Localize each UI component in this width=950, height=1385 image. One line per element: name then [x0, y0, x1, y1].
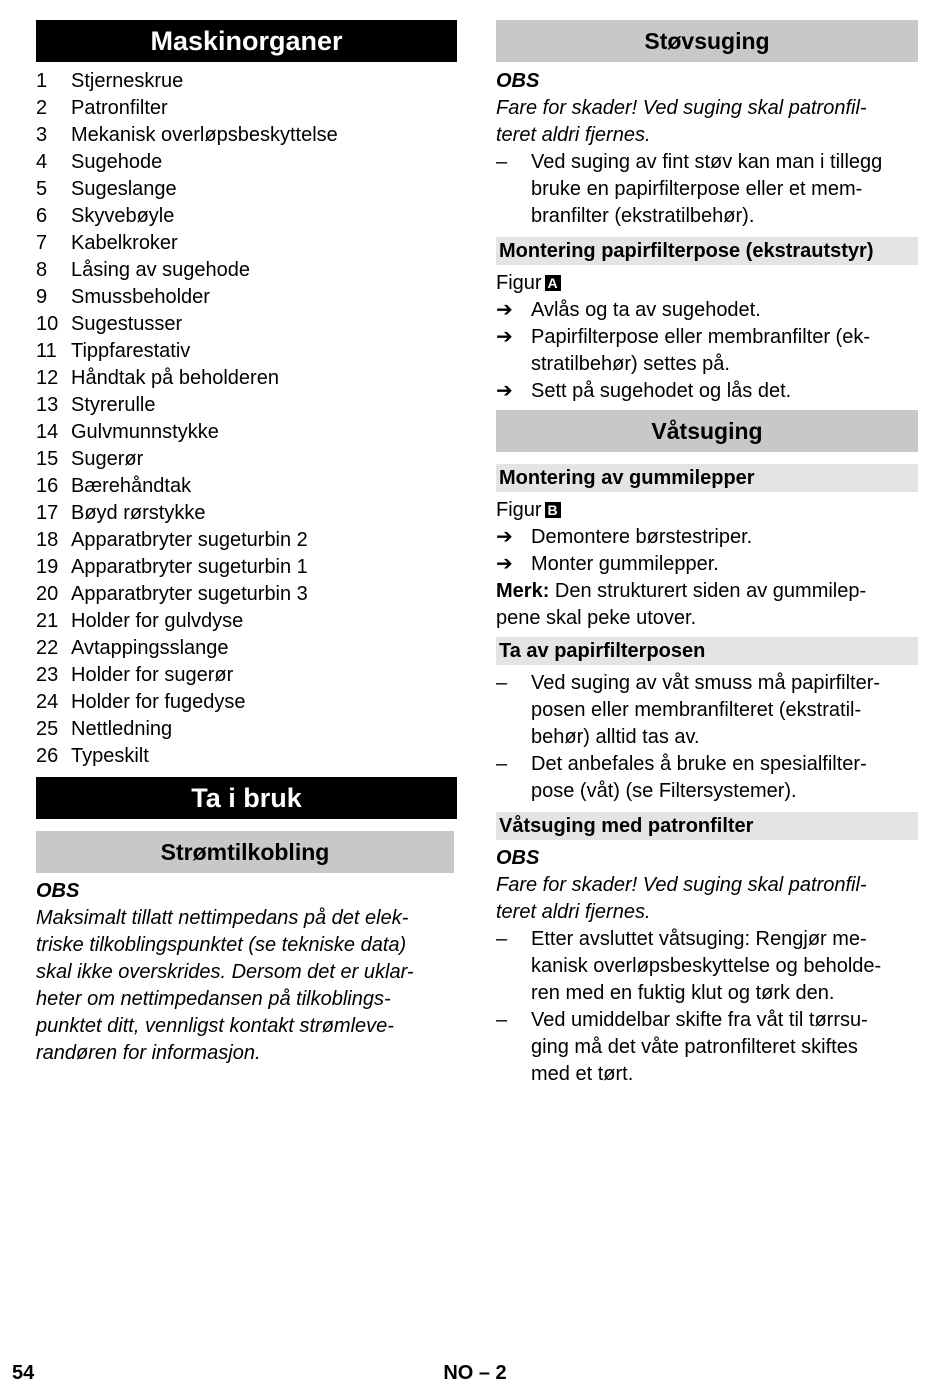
list-item: 7 Kabelkroker	[36, 232, 178, 254]
dash-item: – Ved umiddelbar skifte fra våt til tørrsu- ging må det våte patronfilteret skiftes med et tørt.	[496, 1007, 918, 1088]
dash-list-2	[496, 670, 918, 805]
page-code: NO – 2	[443, 1362, 507, 1384]
list-item: 9 Smussbeholder	[36, 286, 210, 308]
list-item: 1 Stjerneskrue	[36, 70, 184, 92]
figure-letter-b-icon: B	[545, 502, 561, 518]
subsection-title-stromtilkobling: Strømtilkobling	[36, 831, 454, 873]
list-item: 21 Holder for gulvdyse	[36, 610, 244, 632]
obs-text: Fare for skader! Ved suging skal patronfil- teret aldri fjernes.	[496, 97, 867, 146]
list-item: 14 Gulvmunnstykke	[36, 421, 219, 443]
instruction-item: ➔ Monter gummilepper.	[496, 551, 918, 578]
dash-marker: –	[496, 672, 508, 694]
list-item: 25 Nettledning	[36, 718, 173, 740]
list-item: 4 Sugehode	[36, 151, 163, 173]
list-item: 2 Patronfilter	[36, 97, 168, 119]
list-item: 17 Bøyd rørstykke	[36, 502, 206, 524]
figure-reference-a: Figur A	[496, 270, 918, 297]
subsection-title-montering-papirfilterpose: Montering papirfilterpose (ekstrautstyr)	[496, 237, 918, 265]
obs-label: OBS	[496, 70, 540, 92]
section-title-maskinorganer: Maskinorganer	[36, 20, 457, 62]
list-item: 13 Styrerulle	[36, 394, 156, 416]
arrow-right-icon: ➔	[496, 553, 513, 575]
obs-text: Fare for skader! Ved suging skal patronfil- teret aldri fjernes.	[496, 874, 867, 923]
dash-marker: –	[496, 1009, 508, 1031]
list-item: 19 Apparatbryter sugeturbin 1	[36, 556, 308, 578]
dash-item: – Etter avsluttet våtsuging: Rengjør me- kanisk overløpsbeskyttelse og beholde- ren med en fuktig klut og tørk den.	[496, 926, 918, 1007]
list-item: 26 Typeskilt	[36, 745, 149, 767]
dash-item: – Ved suging av våt smuss må papirfilter- posen eller membranfilteret (ekstratil- behør) alltid tas av.	[496, 670, 918, 751]
instruction-item: ➔ Papirfilterpose eller membranfilter (ek- stratilbehør) settes på.	[496, 324, 918, 378]
note-text-cont: pene skal peke utover.	[496, 607, 697, 629]
instruction-list-a	[496, 297, 918, 405]
subsection-title-vatsuging-patronfilter: Våtsuging med patronfilter	[496, 812, 918, 840]
left-column	[36, 20, 457, 1067]
list-item: 22 Avtappingsslange	[36, 637, 229, 659]
list-item: 10 Sugestusser	[36, 313, 183, 335]
section-title-ta-i-bruk: Ta i bruk	[36, 777, 457, 819]
list-item: 20 Apparatbryter sugeturbin 3	[36, 583, 308, 605]
note-text: Merk: Den strukturert siden av gummilep-	[496, 580, 867, 602]
right-column	[496, 20, 918, 1088]
dash-item: – Det anbefales å bruke en spesialfilter- pose (våt) (se Filtersystemer).	[496, 751, 918, 805]
list-item: 12 Håndtak på beholderen	[36, 367, 279, 389]
section-title-vatsuging: Våtsuging	[496, 410, 918, 452]
figure-reference-b: Figur B	[496, 497, 918, 524]
page-number: 54	[12, 1362, 35, 1384]
list-item: 6 Skyvebøyle	[36, 205, 175, 227]
instruction-item: ➔ Avlås og ta av sugehodet.	[496, 297, 918, 324]
list-item: 16 Bærehåndtak	[36, 475, 192, 497]
instruction-item: ➔ Demontere børstestriper.	[496, 524, 918, 551]
subsection-title-ta-av-papirfilterposen: Ta av papirfilterposen	[496, 637, 918, 665]
list-item: 18 Apparatbryter sugeturbin 2	[36, 529, 308, 551]
instruction-list-b	[496, 524, 918, 578]
list-item: 11 Tippfarestativ	[36, 340, 191, 362]
list-item: 24 Holder for fugedyse	[36, 691, 246, 713]
list-item: 3 Mekanisk overløpsbeskyttelse	[36, 124, 338, 146]
arrow-right-icon: ➔	[496, 380, 513, 402]
list-item: 15 Sugerør	[36, 448, 144, 470]
instruction-item: ➔ Sett på sugehodet og lås det.	[496, 378, 918, 405]
dash-marker: –	[496, 928, 508, 950]
dash-marker: –	[496, 753, 508, 775]
parts-list	[36, 68, 457, 770]
obs-text: Maksimalt tillatt nettimpedans på det elek- triske tilkoblingspunktet (se tekniske data) skal ikke overskrides. Dersom det er uklar- heter om nettimpedansen på tilkoblings- punktet ditt, vennligst kontakt strømleve- randøren for informasjon.	[36, 907, 414, 1064]
dash-list-3	[496, 926, 918, 1088]
dash-item: – Ved suging av fint støv kan man i tillegg bruke en papirfilterpose eller et mem- branfilter (ekstratilbehør).	[496, 151, 883, 227]
arrow-right-icon: ➔	[496, 326, 513, 348]
list-item: 5 Sugeslange	[36, 178, 177, 200]
obs-label: OBS	[496, 847, 540, 869]
list-item: 8 Låsing av sugehode	[36, 259, 251, 281]
section-title-stovsuging: Støvsuging	[496, 20, 918, 62]
subsection-title-montering-gummilepper: Montering av gummilepper	[496, 464, 918, 492]
obs-label: OBS	[36, 880, 80, 902]
list-item: 23 Holder for sugerør	[36, 664, 234, 686]
figure-letter-a-icon: A	[545, 275, 561, 291]
arrow-right-icon: ➔	[496, 299, 513, 321]
arrow-right-icon: ➔	[496, 526, 513, 548]
